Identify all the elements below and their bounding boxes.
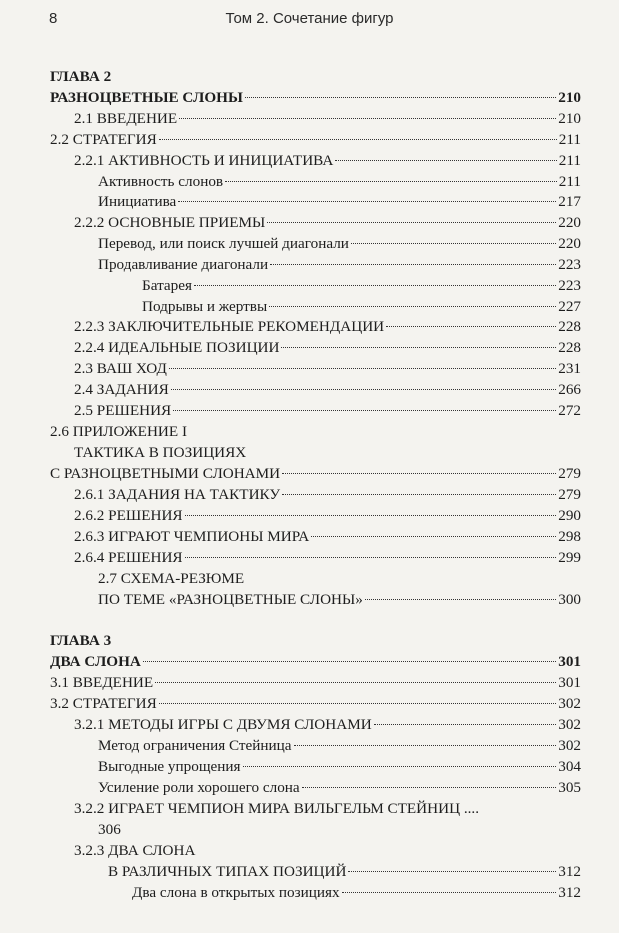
toc-entry[interactable]: [98, 757, 581, 777]
leader-dots: [173, 410, 556, 411]
toc-entry-page: 220: [558, 214, 581, 231]
leader-dots: [143, 661, 556, 662]
toc-entry[interactable]: [74, 213, 581, 233]
two-bishops-entry[interactable]: [108, 862, 581, 882]
toc-entry-page: 298: [558, 528, 581, 545]
toc-entry-text: 2.2.3 ЗАКЛЮЧИТЕЛЬНЫЕ РЕКОМЕНДАЦИИ: [74, 318, 385, 335]
toc-entry[interactable]: [74, 401, 581, 421]
toc-entry-text: 3.2.1 МЕТОДЫ ИГРЫ С ДВУМЯ СЛОНАМИ: [74, 716, 372, 733]
toc-entry-page: 228: [558, 318, 581, 335]
leader-dots: [270, 264, 556, 265]
toc-entry[interactable]: [50, 694, 581, 714]
toc-entry-text: В РАЗЛИЧНЫХ ТИПАХ ПОЗИЦИЙ: [108, 863, 347, 880]
toc-entry[interactable]: [98, 778, 581, 798]
leader-dots: [194, 285, 556, 286]
toc-entry-text: 2.1 ВВЕДЕНИЕ: [74, 110, 178, 127]
toc-entry-text: Усиление роли хорошего слона: [98, 779, 300, 796]
toc-entry-text: Продавливание диагонали: [98, 256, 269, 273]
toc-entry[interactable]: [50, 673, 581, 693]
leader-dots: [169, 368, 556, 369]
toc-entry-page: 305: [558, 779, 581, 796]
leader-dots: [245, 97, 556, 98]
leader-dots: [159, 703, 556, 704]
toc-entry-text: ДВА СЛОНА: [50, 653, 141, 670]
toc-entry[interactable]: [74, 380, 581, 400]
toc-entry[interactable]: [50, 130, 581, 150]
appendix-line-1[interactable]: 2.6 ПРИЛОЖЕНИЕ I: [50, 423, 188, 440]
chapter-2-label: ГЛАВА 2: [50, 68, 112, 85]
toc-entry[interactable]: [74, 527, 581, 547]
leader-dots: [348, 871, 556, 872]
leader-dots: [335, 160, 556, 161]
toc-entry[interactable]: [74, 109, 581, 129]
leader-dots: [185, 515, 557, 516]
toc-entry-text: Выгодные упрощения: [98, 758, 241, 775]
toc-entry-text: С РАЗНОЦВЕТНЫМИ СЛОНАМИ: [50, 465, 281, 482]
toc-entry-page: 211: [558, 152, 581, 169]
summary-line-1[interactable]: 2.7 СХЕМА-РЕЗЮМЕ: [98, 570, 245, 587]
toc-entry-text: 2.2.2 ОСНОВНЫЕ ПРИЕМЫ: [74, 214, 266, 231]
leader-dots: [159, 139, 557, 140]
toc-entry-text: 2.2 СТРАТЕГИЯ: [50, 131, 157, 148]
toc-entry-page: 272: [558, 402, 581, 419]
toc-entry-text: Перевод, или поиск лучшей диагонали: [98, 235, 349, 252]
leader-dots: [365, 599, 556, 600]
toc-entry[interactable]: [74, 359, 581, 379]
leader-dots: [386, 326, 556, 327]
toc-entry[interactable]: [74, 317, 581, 337]
toc-entry-page: 279: [558, 486, 581, 503]
toc-entry-page: 302: [558, 737, 581, 754]
toc-entry-text: Подрывы и жертвы: [142, 298, 268, 315]
toc-entry-page: 300: [558, 591, 581, 608]
leader-dots: [225, 181, 557, 182]
toc-entry-text: Два слона в открытых позициях: [132, 884, 340, 901]
running-title: Том 2. Сочетание фигур: [225, 10, 394, 27]
leader-dots: [374, 724, 557, 725]
appendix-line-2[interactable]: ТАКТИКА В ПОЗИЦИЯХ: [74, 444, 247, 461]
toc-entry-page: 211: [558, 173, 581, 190]
leader-dots: [342, 892, 557, 893]
toc-entry-page: 210: [558, 89, 581, 106]
toc-entry-page: 227: [558, 298, 581, 315]
steinitz-entry-page[interactable]: 306: [98, 821, 121, 838]
toc-entry-page: 223: [558, 256, 581, 273]
toc-entry-text: 3.2 СТРАТЕГИЯ: [50, 695, 157, 712]
toc-entry-text: 2.4 ЗАДАНИЯ: [74, 381, 169, 398]
leader-dots: [179, 118, 556, 119]
toc-entry-page: 302: [558, 695, 581, 712]
toc-entry-page: 210: [558, 110, 581, 127]
toc-entry-page: 304: [558, 758, 581, 775]
leader-dots: [282, 473, 556, 474]
leader-dots: [282, 494, 556, 495]
steinitz-entry-text[interactable]: 3.2.2 ИГРАЕТ ЧЕМПИОН МИРА ВИЛЬГЕЛЬМ СТЕЙНИЦ ....: [74, 800, 480, 817]
toc-entry[interactable]: [142, 276, 581, 296]
toc-entry-page: 217: [558, 193, 581, 210]
leader-dots: [302, 787, 557, 788]
two-bishops-line-1[interactable]: 3.2.3 ДВА СЛОНА: [74, 842, 196, 859]
toc-entry-text: 2.5 РЕШЕНИЯ: [74, 402, 172, 419]
toc-entry-page: 211: [558, 131, 581, 148]
leader-dots: [178, 201, 556, 202]
leader-dots: [267, 222, 556, 223]
appendix-entry[interactable]: [50, 464, 581, 484]
toc-entry-text: 2.6.1 ЗАДАНИЯ НА ТАКТИКУ: [74, 486, 281, 503]
toc-entry[interactable]: [98, 172, 581, 192]
toc-entry-text: 2.2.4 ИДЕАЛЬНЫЕ ПОЗИЦИИ: [74, 339, 280, 356]
leader-dots: [171, 389, 556, 390]
chapter-3-label: ГЛАВА 3: [50, 632, 112, 649]
toc-entry-page: 220: [558, 235, 581, 252]
toc-entry-text: Батарея: [142, 277, 192, 294]
toc-entry-text: 2.6.4 РЕШЕНИЯ: [74, 549, 183, 566]
toc-entry[interactable]: [98, 234, 581, 254]
page-header: [0, 10, 619, 34]
leader-dots: [351, 243, 556, 244]
leader-dots: [294, 745, 557, 746]
toc-entry-page: 301: [558, 653, 581, 670]
summary-entry[interactable]: [98, 590, 581, 610]
toc-entry-page: 231: [558, 360, 581, 377]
toc-entry[interactable]: [74, 485, 581, 505]
toc-entry-text: 2.6.3 ИГРАЮТ ЧЕМПИОНЫ МИРА: [74, 528, 310, 545]
toc-entry-text: Инициатива: [98, 193, 177, 210]
toc-entry[interactable]: [74, 548, 581, 568]
toc-entry-page: 299: [558, 549, 581, 566]
leader-dots: [311, 536, 556, 537]
chapter-2-title-entry[interactable]: [50, 88, 581, 108]
toc-entry-text: 2.6.2 РЕШЕНИЯ: [74, 507, 183, 524]
leader-dots: [185, 557, 557, 558]
toc-entry-page: 312: [558, 884, 581, 901]
toc-entry-page: 228: [558, 339, 581, 356]
toc-entry-text: ПО ТЕМЕ «РАЗНОЦВЕТНЫЕ СЛОНЫ»: [98, 591, 363, 608]
leader-dots: [269, 306, 556, 307]
toc-entry-page: 312: [558, 863, 581, 880]
toc-entry[interactable]: [74, 338, 581, 358]
toc-entry-page: 290: [558, 507, 581, 524]
toc-entry-text: 2.3 ВАШ ХОД: [74, 360, 167, 377]
leader-dots: [243, 766, 557, 767]
toc-entry-text: РАЗНОЦВЕТНЫЕ СЛОНЫ: [50, 89, 243, 106]
toc-entry[interactable]: [98, 736, 581, 756]
page-number: 8: [49, 10, 58, 27]
toc-entry-text: 2.2.1 АКТИВНОСТЬ И ИНИЦИАТИВА: [74, 152, 334, 169]
toc-entry-page: 223: [558, 277, 581, 294]
toc-entry-page: 266: [558, 381, 581, 398]
toc-entry[interactable]: [98, 192, 581, 212]
toc-entry-page: 302: [558, 716, 581, 733]
toc-entry[interactable]: [98, 255, 581, 275]
toc-entry[interactable]: [142, 297, 581, 317]
toc-entry-page: 279: [558, 465, 581, 482]
toc-entry[interactable]: [74, 506, 581, 526]
leader-dots: [155, 682, 556, 683]
toc-entry-text: Активность слонов: [98, 173, 224, 190]
leader-dots: [281, 347, 556, 348]
toc-entry-page: 301: [558, 674, 581, 691]
toc-entry-text: Метод ограничения Стейница: [98, 737, 292, 754]
toc-entry[interactable]: [132, 883, 581, 903]
toc-entry[interactable]: [74, 715, 581, 735]
toc-entry-text: 3.1 ВВЕДЕНИЕ: [50, 674, 154, 691]
toc-entry[interactable]: [74, 151, 581, 171]
chapter-3-title-entry[interactable]: [50, 652, 581, 672]
